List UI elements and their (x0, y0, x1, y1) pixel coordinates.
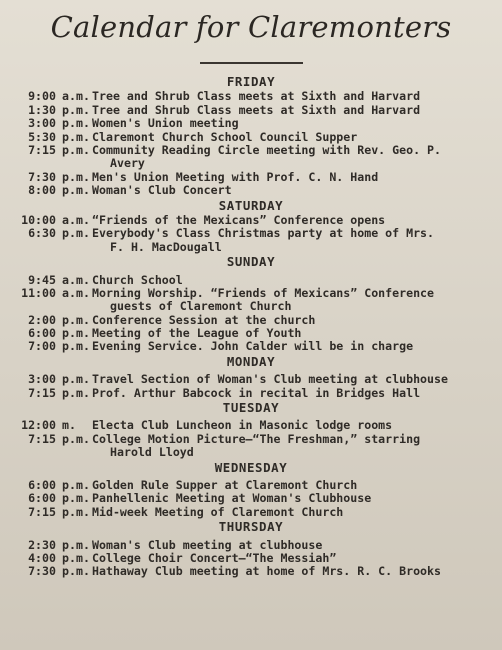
event-time: 6:00 (28, 326, 56, 341)
calendar-title: Calendar for Claremonters (50, 10, 452, 44)
day-heading-friday: FRIDAY (226, 74, 276, 89)
event-row (0, 565, 502, 578)
event-time: 12:00 (21, 418, 56, 433)
day-heading-monday: MONDAY (226, 353, 276, 369)
event-description: College Choir Concert—“The Messiah” (92, 551, 337, 565)
event-row (0, 171, 502, 184)
event-meridiem: p.m. (62, 183, 90, 198)
event-description: Community Reading Circle meeting with Rev. Geo. P. (92, 142, 442, 157)
event-time: 10:00 (21, 212, 56, 227)
calendar-body (0, 74, 502, 579)
event-description: Travel Section of Woman's Club meeting at clubhouse (92, 372, 448, 387)
event-time: 6:00 (28, 491, 56, 506)
event-description: Panhellenic Meeting at Woman's Clubhouse (92, 491, 372, 506)
event-row (0, 433, 502, 446)
event-time: 2:30 (28, 537, 56, 552)
event-row (0, 539, 502, 552)
event-row-continuation (0, 446, 502, 459)
event-time: 7:30 (28, 169, 56, 184)
event-description: College Motion Picture—“The Freshman,” starring (92, 431, 421, 446)
event-meridiem: a.m. (62, 212, 90, 227)
event-row-continuation (0, 241, 502, 254)
event-meridiem: p.m. (62, 504, 90, 519)
event-time: 9:45 (28, 272, 56, 287)
event-meridiem: p.m. (62, 116, 90, 131)
event-row (0, 214, 502, 227)
event-meridiem: a.m. (62, 89, 90, 104)
event-row-continuation (0, 157, 502, 170)
event-row (0, 340, 502, 353)
event-row (0, 373, 502, 386)
day-heading-sunday: SUNDAY (226, 254, 276, 270)
event-row (0, 506, 502, 519)
event-row (0, 227, 502, 240)
event-description: Men's Union Meeting with Prof. C. N. Hand (92, 169, 379, 184)
event-description: Woman's Club Concert (92, 183, 232, 198)
event-description: Everybody's Class Christmas party at home of Mrs. (92, 226, 435, 241)
event-time: 11:00 (21, 285, 56, 300)
event-meridiem: a.m. (62, 272, 90, 287)
event-time: 7:15 (28, 504, 56, 519)
event-time: 7:30 (28, 564, 56, 579)
event-description: Hathaway Club meeting at home of Mrs. R. C. Brooks (92, 564, 442, 579)
event-description: Mid-week Meeting of Claremont Church (92, 504, 344, 519)
event-meridiem: p.m. (62, 102, 90, 117)
event-row (0, 144, 502, 157)
event-row (0, 387, 502, 400)
event-meridiem: p.m. (62, 169, 90, 184)
title-rule (200, 62, 303, 64)
event-row (0, 104, 502, 117)
event-row (0, 479, 502, 492)
event-time: 5:30 (28, 129, 56, 144)
event-meridiem: p.m. (62, 491, 90, 506)
event-description: Church School (92, 272, 183, 287)
event-time: 9:00 (28, 89, 56, 104)
event-description: Evening Service. John Calder will be in charge (92, 339, 414, 354)
event-time: 6:00 (28, 478, 56, 493)
event-meridiem: p.m. (62, 564, 90, 579)
event-description: Claremont Church School Council Supper (92, 129, 358, 144)
event-description: Avery (110, 156, 145, 171)
event-description: Tree and Shrub Class meets at Sixth and Harvard (92, 102, 421, 117)
event-row (0, 314, 502, 327)
event-row (0, 327, 502, 340)
event-description: Prof. Arthur Babcock in recital in Bridges Hall (92, 385, 421, 400)
event-meridiem: p.m. (62, 478, 90, 493)
event-description: Woman's Club meeting at clubhouse (92, 537, 323, 552)
event-time: 7:15 (28, 431, 56, 446)
event-meridiem: p.m. (62, 129, 90, 144)
event-row (0, 90, 502, 103)
event-time: 7:15 (28, 385, 56, 400)
event-row (0, 552, 502, 565)
event-time: 3:00 (28, 116, 56, 131)
event-row (0, 184, 502, 197)
event-meridiem: p.m. (62, 385, 90, 400)
event-meridiem: p.m. (62, 431, 90, 446)
event-meridiem: p.m. (62, 312, 90, 327)
event-meridiem: p.m. (62, 326, 90, 341)
event-description: Women's Union meeting (92, 116, 239, 131)
event-description: Conference Session at the church (92, 312, 316, 327)
event-meridiem: a.m. (62, 285, 90, 300)
event-row (0, 287, 502, 300)
event-time: 2:00 (28, 312, 56, 327)
event-description: F. H. MacDougall (110, 239, 222, 254)
day-heading-saturday: SATURDAY (218, 197, 284, 213)
event-time: 7:15 (28, 142, 56, 157)
event-description: Electa Club Luncheon in Masonic lodge rooms (92, 418, 393, 433)
event-meridiem: p.m. (62, 226, 90, 241)
event-time: 3:00 (28, 372, 56, 387)
event-meridiem: p.m. (62, 537, 90, 552)
day-heading-thursday: THURSDAY (218, 519, 284, 535)
event-time: 8:00 (28, 183, 56, 198)
event-meridiem: p.m. (62, 551, 90, 565)
event-time: 6:30 (28, 226, 56, 241)
event-meridiem: p.m. (62, 339, 90, 354)
event-row (0, 131, 502, 144)
event-meridiem: m. (62, 418, 76, 433)
event-meridiem: p.m. (62, 372, 90, 387)
event-row (0, 419, 502, 432)
day-heading-tuesday: TUESDAY (222, 400, 280, 416)
event-row (0, 274, 502, 287)
event-description: “Friends of the Mexicans” Conference opens (92, 212, 386, 227)
event-description: guests of Claremont Church (110, 299, 292, 314)
event-description: Harold Lloyd (110, 445, 194, 460)
day-heading-wednesday: WEDNESDAY (214, 459, 288, 475)
event-description: Meeting of the League of Youth (92, 326, 302, 341)
event-description: Morning Worship. “Friends of Mexicans” Conference (92, 285, 435, 300)
event-time: 7:00 (28, 339, 56, 354)
event-row (0, 492, 502, 505)
event-meridiem: p.m. (62, 142, 90, 157)
event-description: Tree and Shrub Class meets at Sixth and Harvard (92, 89, 421, 104)
event-time: 4:00 (28, 551, 56, 565)
event-row (0, 117, 502, 130)
event-time: 1:30 (28, 102, 56, 117)
event-row-continuation (0, 300, 502, 313)
event-description: Golden Rule Supper at Claremont Church (92, 478, 358, 493)
